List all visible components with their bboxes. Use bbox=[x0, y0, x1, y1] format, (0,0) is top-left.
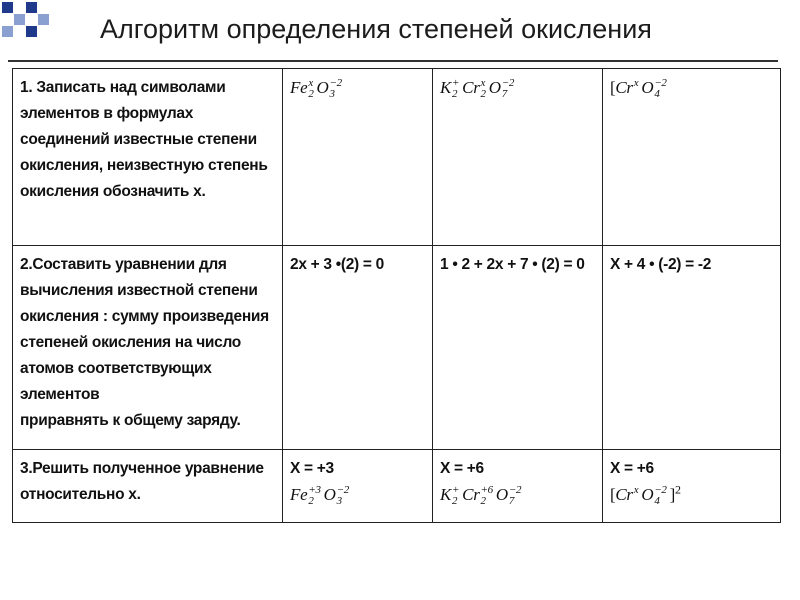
element-symbol bbox=[462, 75, 486, 101]
oxidation-state: x bbox=[480, 77, 486, 90]
element-symbol bbox=[440, 75, 459, 101]
element-name: Cr bbox=[462, 485, 480, 504]
decorative-squares bbox=[0, 0, 60, 50]
formula bbox=[290, 75, 425, 101]
equation: Х + 4 • (-2) = -2 bbox=[610, 256, 712, 273]
atom-count: 2 bbox=[452, 495, 458, 508]
example-cell-k2cr2o7 bbox=[433, 450, 603, 523]
step-cell bbox=[13, 450, 283, 523]
element-symbol bbox=[440, 482, 459, 508]
bracket: [ bbox=[610, 78, 616, 97]
formula bbox=[440, 75, 595, 101]
equation: 2х + 3 •(2) = 0 bbox=[290, 256, 384, 273]
oxidation-state: −2 bbox=[654, 484, 667, 497]
deco-square bbox=[14, 14, 25, 25]
title-divider bbox=[8, 60, 778, 62]
index-stack bbox=[452, 485, 459, 507]
index-stack bbox=[308, 78, 313, 100]
index-stack bbox=[509, 485, 521, 507]
oxidation-state: −2 bbox=[336, 484, 349, 497]
atom-count: 2 bbox=[452, 88, 458, 101]
bracket: ] bbox=[669, 485, 676, 504]
atom-count: 7 bbox=[501, 88, 507, 101]
ion-charge: 2 bbox=[675, 482, 681, 497]
table-row bbox=[13, 450, 781, 523]
element-symbol bbox=[641, 75, 666, 101]
oxidation-state: x bbox=[308, 77, 313, 90]
element-symbol bbox=[317, 75, 342, 101]
step-text: 3.Решить полученное уравнение относительно х. bbox=[20, 460, 264, 503]
oxidation-state: −2 bbox=[654, 77, 667, 90]
element-symbol bbox=[290, 75, 314, 101]
deco-square bbox=[2, 2, 13, 13]
element-symbol bbox=[496, 482, 521, 508]
atom-count bbox=[634, 89, 639, 100]
index-stack bbox=[337, 485, 349, 507]
element-symbol bbox=[615, 482, 638, 508]
oxidation-state: + bbox=[452, 484, 460, 497]
example-cell-fe2o3 bbox=[283, 450, 433, 523]
index-stack bbox=[452, 78, 459, 100]
element-name: O bbox=[495, 485, 508, 504]
element-name: Cr bbox=[615, 78, 633, 97]
index-stack bbox=[330, 78, 342, 100]
atom-count: 2 bbox=[308, 88, 314, 101]
index-stack bbox=[634, 485, 639, 507]
index-stack bbox=[654, 485, 666, 507]
element-name: O bbox=[323, 485, 336, 504]
step-cell bbox=[13, 69, 283, 246]
example-cell-cro4-ion bbox=[603, 450, 781, 523]
element-symbol bbox=[462, 482, 493, 508]
example-cell-cro4-ion bbox=[603, 246, 781, 450]
deco-square bbox=[26, 2, 37, 13]
atom-count: 4 bbox=[654, 88, 660, 101]
equation: 1 • 2 + 2х + 7 • (2) = 0 bbox=[440, 256, 585, 273]
equation: Х = +3 bbox=[290, 460, 334, 477]
atom-count: 3 bbox=[329, 88, 335, 101]
example-cell-cro4-ion bbox=[603, 69, 781, 246]
equation: Х = +6 bbox=[610, 460, 654, 477]
oxidation-state: −2 bbox=[329, 77, 342, 90]
element-name: K bbox=[440, 485, 452, 504]
index-stack bbox=[308, 485, 320, 507]
example-cell-fe2o3 bbox=[283, 69, 433, 246]
formula bbox=[440, 482, 595, 508]
element-name: O bbox=[641, 485, 654, 504]
oxidation-state: −2 bbox=[501, 77, 515, 90]
index-stack bbox=[481, 485, 493, 507]
atom-count: 7 bbox=[508, 495, 515, 508]
element-symbol bbox=[324, 482, 349, 508]
atom-count: 2 bbox=[480, 88, 486, 101]
table-row bbox=[13, 246, 781, 450]
element-name: O bbox=[641, 78, 654, 97]
formula bbox=[610, 482, 773, 508]
element-name: Cr bbox=[462, 78, 480, 97]
step-text: 1. Записать над символами элементов в формулах соединений известные степени окисления, неизвестную степень окисления обозначить х. bbox=[20, 79, 268, 200]
element-name: K bbox=[440, 78, 452, 97]
atom-count: 2 bbox=[308, 495, 314, 508]
formula bbox=[610, 75, 773, 101]
step-text: 2.Составить уравнении для вычисления известной степени окисления : сумму произведения степеней окисления на число атомов соответствующих элементов приравнять к общему заряду. bbox=[20, 256, 269, 429]
oxidation-state: +6 bbox=[480, 484, 493, 497]
element-name: Cr bbox=[615, 485, 633, 504]
algorithm-table bbox=[12, 68, 781, 523]
index-stack bbox=[481, 78, 486, 100]
oxidation-state: +3 bbox=[308, 484, 321, 497]
oxidation-state: + bbox=[452, 77, 460, 90]
bracket: [ bbox=[610, 485, 616, 504]
example-cell-k2cr2o7 bbox=[433, 69, 603, 246]
element-name: Fe bbox=[290, 485, 308, 504]
element-name: O bbox=[316, 78, 329, 97]
equation: Х = +6 bbox=[440, 460, 484, 477]
example-cell-k2cr2o7 bbox=[433, 246, 603, 450]
table-row bbox=[13, 69, 781, 246]
atom-count: 4 bbox=[654, 495, 660, 508]
element-symbol bbox=[290, 482, 321, 508]
element-symbol bbox=[641, 482, 666, 508]
formula bbox=[290, 482, 425, 508]
atom-count: 3 bbox=[336, 495, 342, 508]
index-stack bbox=[502, 78, 514, 100]
oxidation-state: x bbox=[633, 484, 639, 497]
deco-square bbox=[2, 26, 13, 37]
step-cell bbox=[13, 246, 283, 450]
element-symbol bbox=[615, 75, 638, 101]
atom-count bbox=[634, 496, 639, 507]
slide-title: Алгоритм определения степеней окисления bbox=[100, 14, 652, 44]
index-stack bbox=[634, 78, 639, 100]
element-name: Fe bbox=[290, 78, 308, 97]
atom-count: 2 bbox=[480, 495, 486, 508]
deco-square bbox=[26, 26, 37, 37]
element-name: O bbox=[488, 78, 501, 97]
oxidation-state: −2 bbox=[508, 484, 522, 497]
oxidation-state: x bbox=[633, 77, 639, 90]
element-symbol bbox=[489, 75, 514, 101]
deco-square bbox=[38, 14, 49, 25]
example-cell-fe2o3 bbox=[283, 246, 433, 450]
index-stack bbox=[654, 78, 666, 100]
